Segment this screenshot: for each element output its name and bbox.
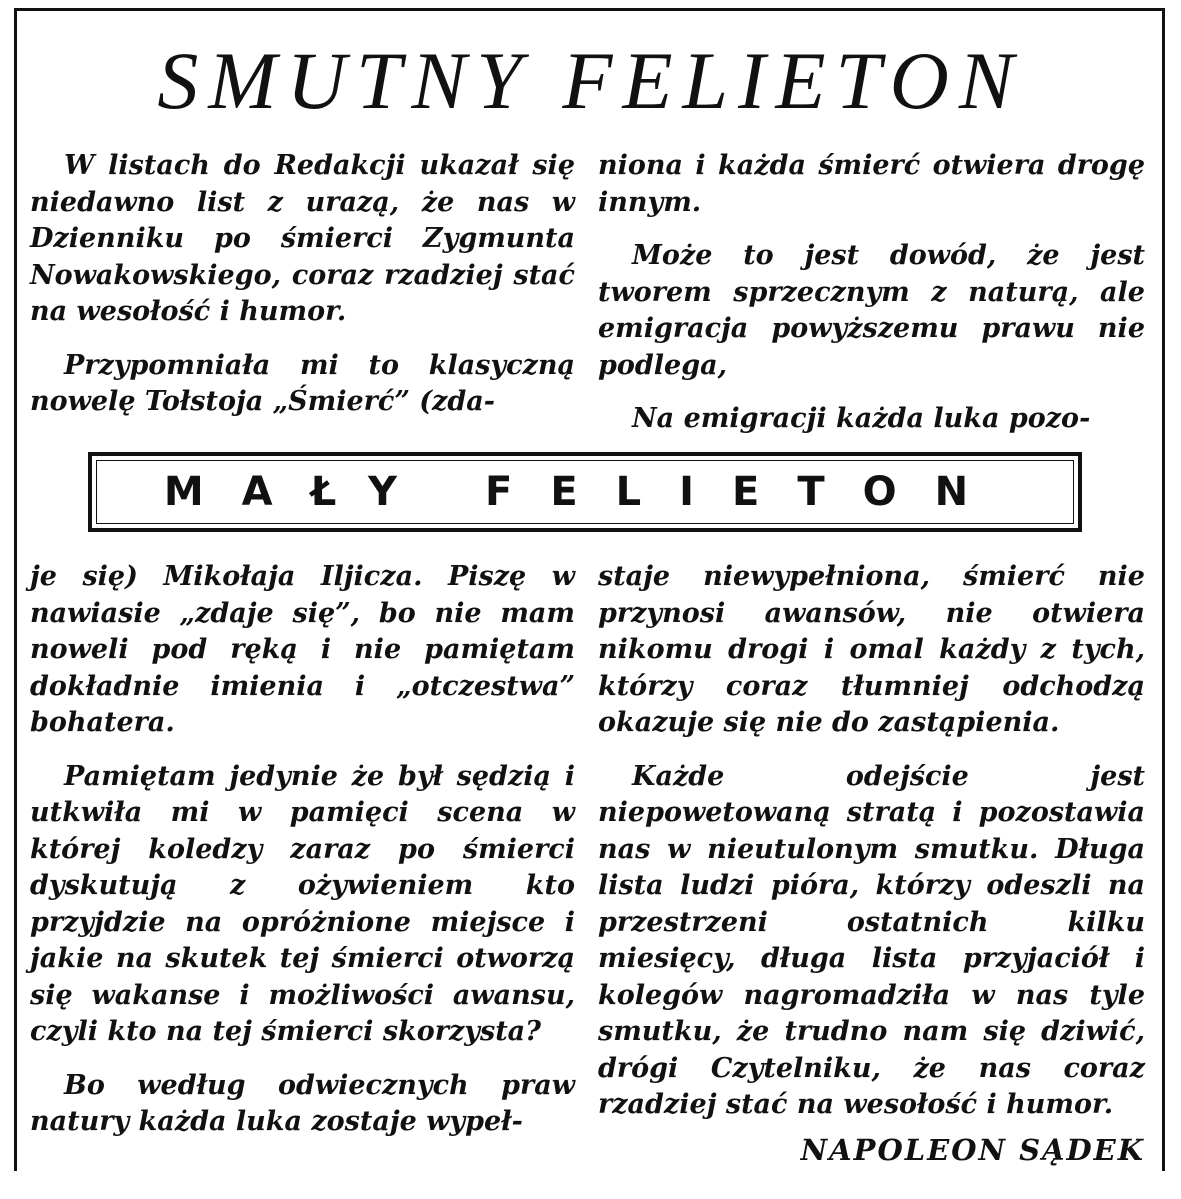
- banner-word-felieton: FELIETON: [485, 469, 1007, 515]
- paragraph: Przypomniała mi to klasyczną nowelę Tołstoja „Śmierć” (zda-: [30, 349, 575, 417]
- paragraph: W listach do Redakcji ukazał się niedawno list z urazą, że nas w Dzienniku po śmierci Zygmunta Nowakowskiego, coraz rzadziej stać na wesołość i humor.: [30, 150, 575, 327]
- column-top-right: [598, 148, 1145, 438]
- article-headline: SMUTNY FELIETON: [157, 35, 1024, 126]
- section-banner: [88, 452, 1082, 532]
- author-signature: NAPOLEON SĄDEK: [800, 1133, 1145, 1167]
- section-banner-inner-border: [96, 460, 1074, 524]
- banner-word-maly: MAŁY: [163, 469, 436, 515]
- paragraph: staje niewypełniona, śmierć nie przynosi awansów, nie otwiera nikomu drogi i omal każdy z tych, którzy coraz tłumniej odchodzą okazuje się nie do zastąpienia.: [598, 561, 1145, 738]
- paragraph: Każde odejście jest niepowetowaną stratą i pozostawia nas w nieutulonym smutku. Długa lista ludzi pióra, którzy odeszli na przestrzeni ostatnich kilku miesięcy, długa lista przyjaciół i kolegów nagromadziła w nas tyle smutku, że trudno nam się dziwić, drógi Czytelniku, że nas coraz rzadziej stać na wesołość i humor.: [598, 760, 1145, 1120]
- column-bottom-right: [598, 559, 1145, 1124]
- paragraph: Może to jest dowód, że jest tworem sprzecznym z naturą, ale emigracja powyższemu prawu nie podlega,: [598, 240, 1145, 381]
- column-bottom-left: [30, 559, 575, 1141]
- paragraph: Bo według odwiecznych praw natury każda luka zostaje wypeł-: [30, 1069, 575, 1137]
- section-banner-label: [164, 469, 1006, 515]
- paragraph: je się) Mikołaja Iljicza. Piszę w nawiasie „zdaje się”, bo nie mam noweli pod ręką i nie pamiętam dokładnie imienia i „otczestwa” bohatera.: [30, 561, 575, 738]
- paragraph: Pamiętam jedynie że był sędzią i utkwiła mi w pamięci scena w której koledzy zaraz po śmierci dyskutują z ożywieniem kto przyjdzie na opróżnione miejsce i jakie na skutek tej śmierci otworzą się wakanse i możliwości awansu, czyli kto na tej śmierci skorzysta?: [30, 760, 575, 1047]
- column-top-left: [30, 148, 575, 421]
- paragraph: niona i każda śmierć otwiera drogę innym.: [598, 150, 1145, 218]
- paragraph: Na emigracji każda luka pozo-: [632, 403, 1091, 434]
